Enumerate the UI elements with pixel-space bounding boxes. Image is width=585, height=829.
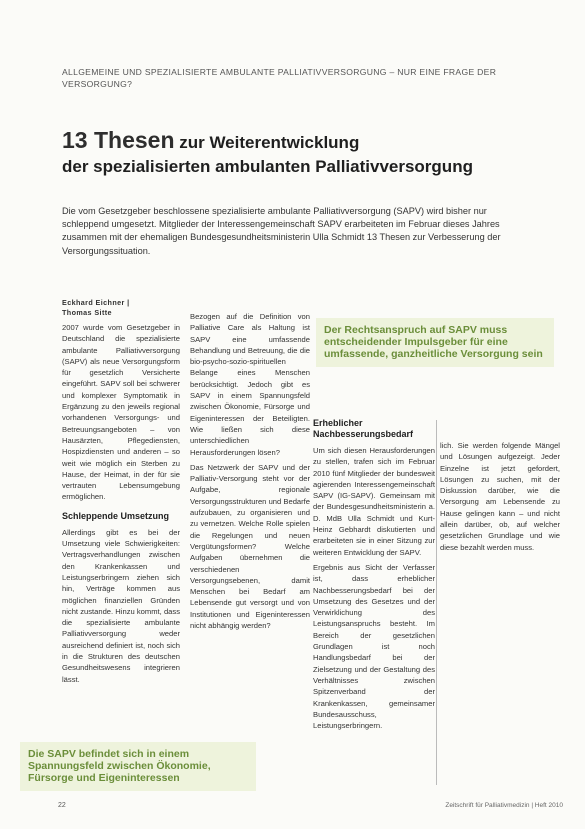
section-heading: Erheblicher Nachbesserungsbedarf (313, 418, 414, 439)
column-rule (436, 420, 437, 785)
column-1 (62, 322, 180, 689)
paragraph: Um sich diesen Herausforderungen zu stellen, trafen sich im Februar 2010 fünf Mitglieder der bundesweit agierenden Interessengemeinschaft SAPV (IG-SAPV). Gemeinsam mit der Bundesgesundheitsministerin a. D. MdB Ulla Schmidt und Kurt-Heinz Gebhardt diskutierten und erarbeiteten sie in einer Sitzung zur weiteren Entwicklung der SAPV. (313, 446, 435, 557)
pull-quote-bottom: Die SAPV befindet sich in einem Spannungsfeld zwischen Ökonomie, Fürsorge und Eigeninteressen (20, 742, 256, 791)
column-2 (190, 311, 310, 635)
paragraph: 2007 wurde vom Gesetzgeber in Deutschland die spezialisierte ambulante Palliativversorgung (SAPV) als neue Versorgungsform für gesetzlich Versicherte eingeführt. SAPV soll bei schwerer und komplexer Symptomatik in Ergänzung zu den jeweils regional vorhandenen Versorgungs- und Betreuungsangeboten – von Hausärzten, Pflegediensten, Hospizdiensten und anderen – so weit wie möglich ein Sterben zu Hause, der Heimat, in der für sie vertrauten Lebensumgebung ermöglichen. (62, 323, 180, 502)
paragraph: Allerdings gibt es bei der Umsetzung viele Schwierigkeiten: Vertragsverhandlungen zwischen den Krankenkassen und Leistungserbringern ziehen sich hin, Verträge kommen aus möglichen finanziellen Gründen nicht zustande. Hinzu kommt, dass die spezialisierte ambulante Palliativversorgung weder ausreichend definiert ist, noch sich in die Strukturen des deutschen Gesundheitswesens integrieren lässt. (62, 527, 180, 684)
title-line2: der spezialisierten ambulanten Palliativversorgung (62, 157, 473, 176)
pull-quote-top: Der Rechtsanspruch auf SAPV muss entscheidender Impulsgeber für eine umfassende, ganzheitliche Versorgung sein (316, 318, 554, 367)
section-heading: Schleppende Umsetzung (62, 510, 170, 521)
column-3 (313, 410, 435, 735)
paragraph: lich. Sie werden folgende Mängel und Lösungen aufgezeigt. Jeder Einzelne ist jetzt gefordert, Lösungen zu suchen, mit der Diskussion darüber, wie die Versorgung am Lebensende zu Hause gelingen kann – und nicht allein darüber, ob, auf welcher gesetzlichen Grundlage und wie diese bezahlt werden muss. (440, 441, 560, 552)
paragraph: Das Netzwerk der SAPV und der Palliativ-Versorgung steht vor der Aufgabe, regionale Versorgungsstrukturen und Bedarfe aufzubauen, zu organisieren und zu vernetzen. Welche Rolle spielen die Regelungen und neuen Vergütungsformen? Welche Aufgaben übernehmen die verschiedenen Versorgungsebenen, damit Menschen bei Bedarf am Lebensende gut versorgt und von Institutionen und Eigeninteressen nicht abhängig werden? (190, 462, 310, 631)
article-lead: Die vom Gesetzgeber beschlossene spezialisierte ambulante Palliativversorgung (SAPV) wird bisher nur schleppend umgesetzt. Mitglieder der Interessengemeinschaft SAPV erarbeiteten im Februar dieses Jahres zusammen mit der ehemaligen Bundesgesundheitsministerin Ulla Schmidt 13 Thesen zur Verbesserung der Versorgungssituation. (62, 206, 501, 256)
title-number: 13 Thesen (62, 127, 175, 153)
author-1: Eckhard Eichner | (62, 298, 130, 307)
authors (62, 298, 192, 318)
column-4 (440, 440, 560, 557)
page-number: 22 (58, 802, 66, 809)
title-line1: zur Weiterentwicklung (174, 133, 360, 152)
section-kicker: ALLGEMEINE UND SPEZIALISIERTE AMBULANTE PALLIATIVVERSORGUNG – NUR EINE FRAGE DER VERSORGUNG? (62, 67, 497, 89)
article-title (62, 128, 552, 179)
author-2: Thomas Sitte (62, 308, 112, 317)
paragraph: Ergebnis aus Sicht der Verfasser ist, dass erheblicher Nachbesserungsbedarf bei der Umsetzung des Gesetzes und der Verwirklichung des Leistungsanspruchs besteht. Im Bereich der gesetzlichen Grundlagen ist noch Handlungsbedarf bei der Zielsetzung und der Gestaltung des Verhältnisses zwischen Spitzenverband der Krankenkassen, gemeinsamer Bundesausschuss, Leistungserbringern. (313, 562, 435, 731)
journal-footer: Zeitschrift für Palliativmedizin | Heft 2010 (445, 802, 563, 809)
paragraph: Bezogen auf die Definition von Palliative Care als Haltung ist SAPV eine umfassende Behandlung und Betreuung, die die bio-psycho-sozio-spirituellen Belange eines Menschen berücksichtigt. Jedoch gibt es SAPV in einem Spannungsfeld zwischen Ökonomie, Fürsorge und Eigeninteressen der Beteiligten. Wie ließen sich diese unterschiedlichen Herausforderungen lösen? (190, 312, 310, 457)
